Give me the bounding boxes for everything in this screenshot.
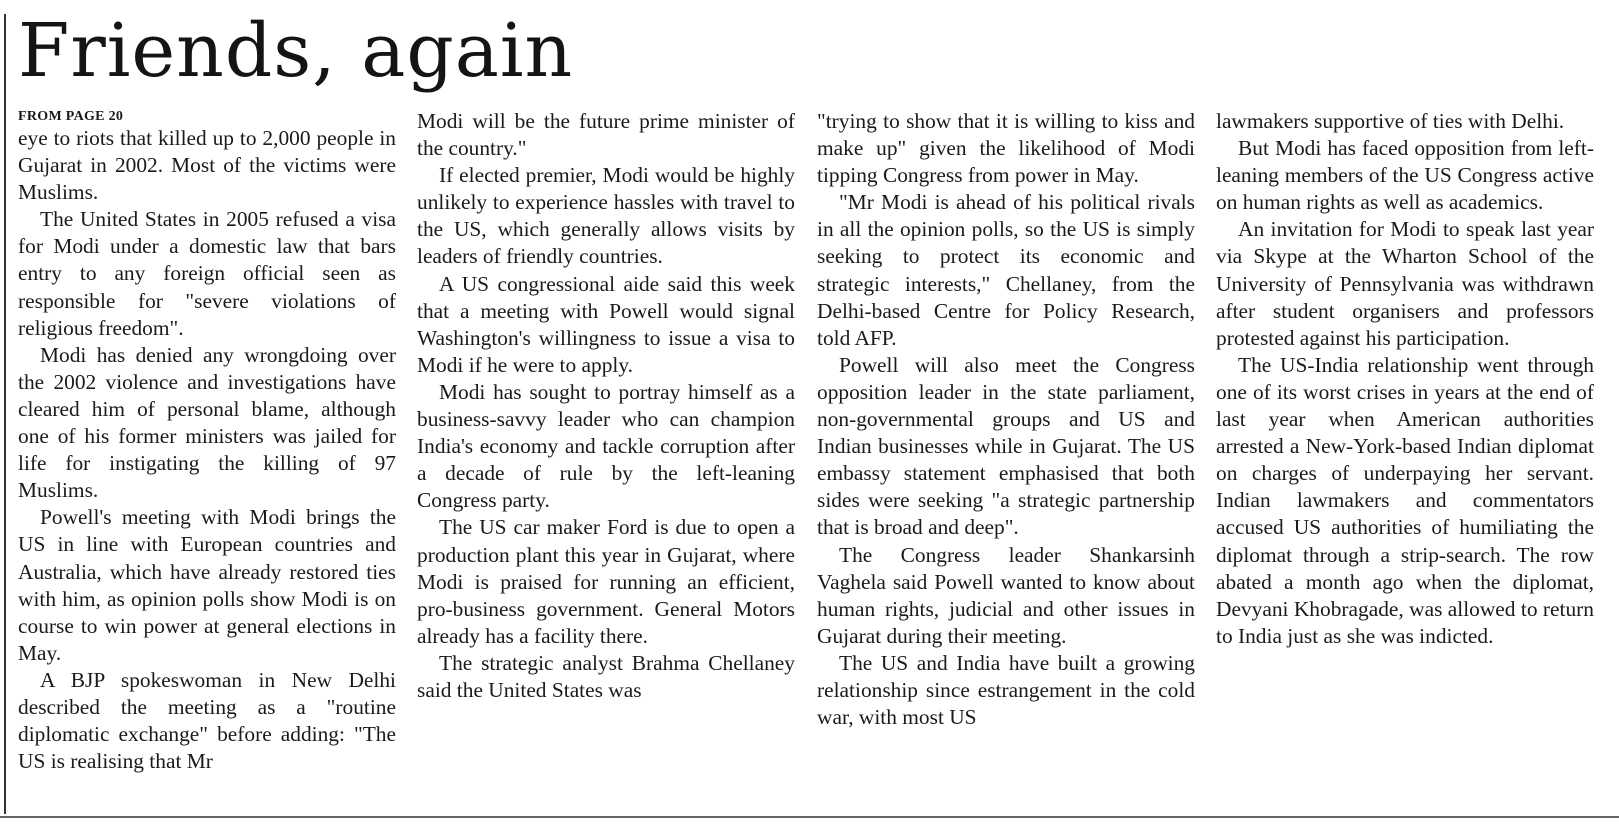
article-column-3 [817, 108, 1195, 731]
paragraph: Modi has sought to portray himself as a business-savvy leader who can champion India's economy and tackle corruption after a decade of rule by the left-leaning Congress party. [417, 379, 795, 513]
paragraph: The US car maker Ford is due to open a production plant this year in Gujarat, where Modi is praised for running an efficient, pro-business government. General Motors already has a facility there. [417, 515, 795, 648]
paragraph: "trying to show that it is willing to kiss and make up" given the likelihood of Modi tipping Congress from power in May. [817, 109, 1195, 188]
paragraph: A BJP spokeswoman in New Delhi described the meeting as a "routine diplomatic exchange" before adding: "The US is realising that Mr [18, 667, 396, 774]
left-column-rule [4, 14, 6, 814]
paragraph: The US-India relationship went through one of its worst crises in years at the end of last year when American authorities arrested a New-York-based Indian diplomat on charges of underpaying her servant. Indian lawmakers and commentators accused US authorities of humiliating the diplomat through a strip-search. The row abated a month ago when the diplomat, Devyani Khobragade, was allowed to return to India just as she was indicted. [1216, 352, 1594, 648]
paragraph: A US congressional aide said this week that a meeting with Powell would signal Washington's willingness to issue a visa to Modi if he were to apply. [417, 271, 795, 377]
paragraph: The United States in 2005 refused a visa for Modi under a domestic law that bars entry to any foreign official seen as responsible for "severe violations of religious freedom". [18, 207, 396, 340]
paragraph: eye to riots that killed up to 2,000 people in Gujarat in 2002. Most of the victims were Muslims. [18, 126, 396, 205]
paragraph: The strategic analyst Brahma Chellaney said the United States was [417, 650, 795, 702]
paragraph: If elected premier, Modi would be highly unlikely to experience hassles with travel to the US, which generally allows visits by leaders of friendly countries. [417, 163, 795, 269]
paragraph: Modi will be the future prime minister of the country." [417, 109, 795, 161]
paragraph: "Mr Modi is ahead of his political rivals in all the opinion polls, so the US is simply seeking to protect its economic and strategic interests," Chellaney, from the Delhi-based Centre for Policy Research, told AFP. [817, 190, 1195, 350]
paragraph: Powell will also meet the Congress opposition leader in the state parliament, non-governmental groups and US and Indian businesses while in Gujarat. The US embassy statement emphasised that both sides were seeking "a strategic partnership that is broad and deep". [817, 352, 1195, 540]
article-column-4 [1216, 108, 1594, 650]
article-column-2 [417, 108, 795, 704]
paragraph: lawmakers supportive of ties with Delhi. [1216, 109, 1565, 133]
paragraph: But Modi has faced opposition from left-leaning members of the US Congress active on human rights as well as academics. [1216, 136, 1594, 215]
paragraph: The Congress leader Shankarsinh Vaghela said Powell wanted to know about human rights, judicial and other issues in Gujarat during their meeting. [817, 542, 1195, 648]
paragraph: The US and India have built a growing relationship since estrangement in the cold war, with most US [817, 650, 1195, 730]
paragraph: Modi has denied any wrongdoing over the 2002 violence and investigations have cleared him of personal blame, although one of his former ministers was jailed for life for instigating the killing of 97 Muslims. [18, 342, 396, 503]
article-column-1 [18, 108, 396, 775]
headline: Friends, again [18, 8, 574, 94]
bottom-rule [0, 816, 1619, 818]
continuation-kicker: FROM PAGE 20 [18, 109, 124, 124]
paragraph: An invitation for Modi to speak last year via Skype at the Wharton School of the University of Pennsylvania was withdrawn after student organisers and professors protested against his participation. [1216, 217, 1594, 350]
paragraph: Powell's meeting with Modi brings the US in line with European countries and Australia, which have already restored ties with him, as opinion polls show Modi is on course to win power at general elections in May. [18, 505, 396, 665]
